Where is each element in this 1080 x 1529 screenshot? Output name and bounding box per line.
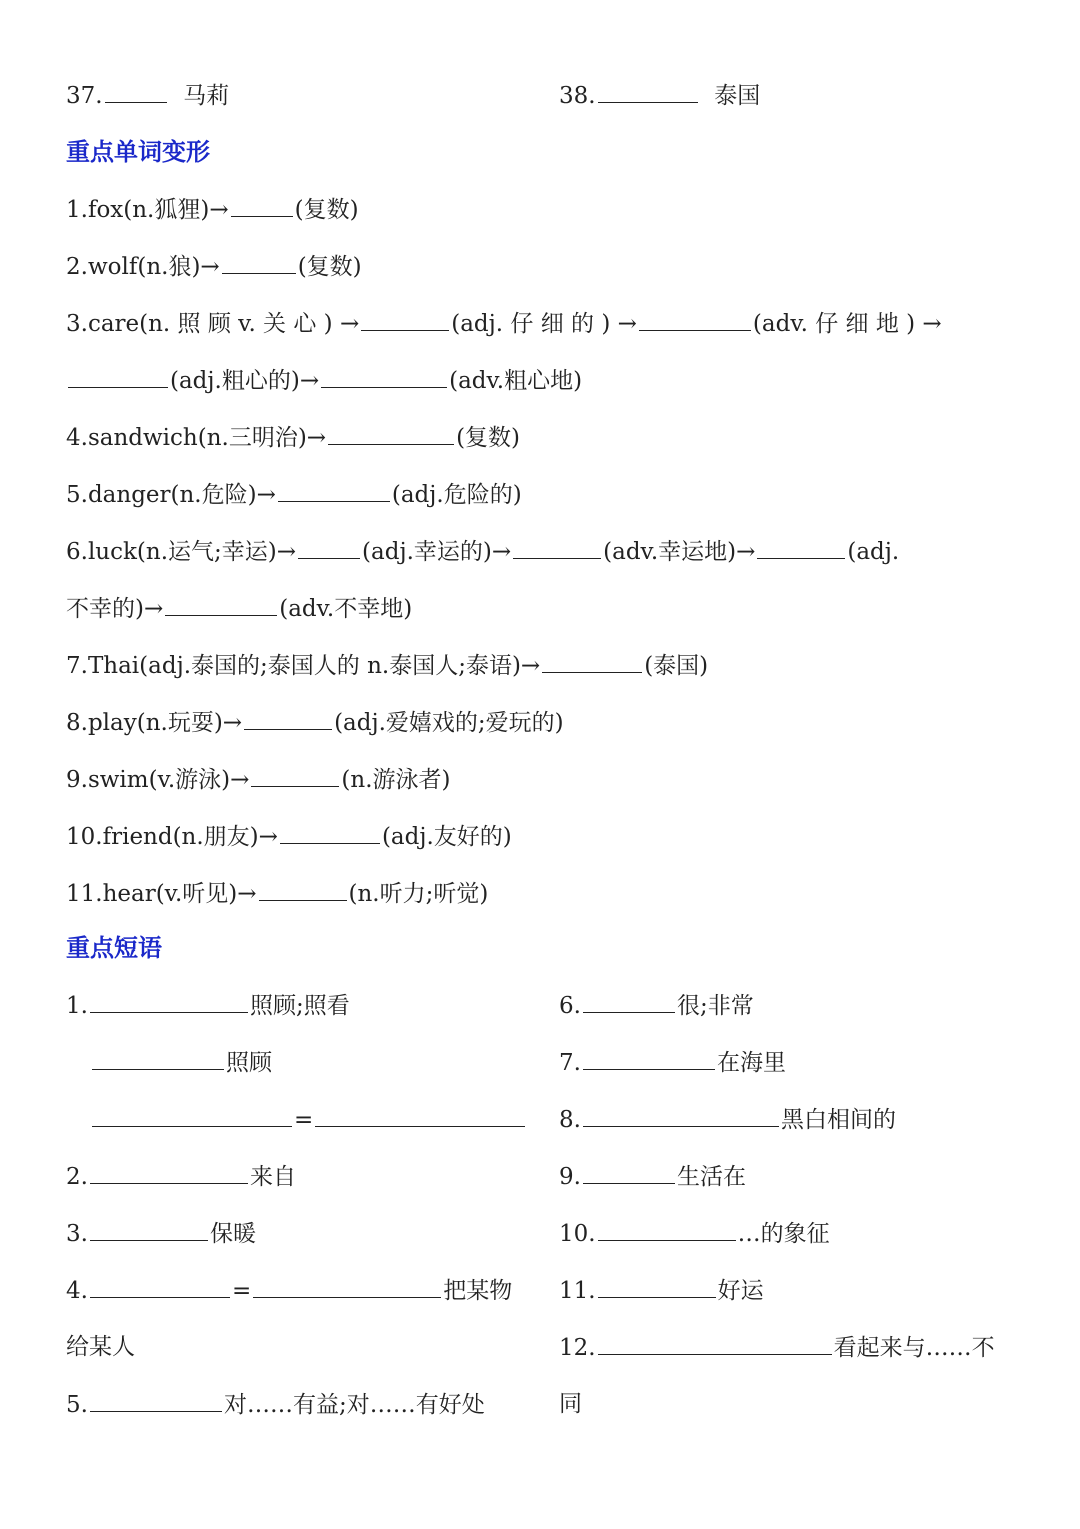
phrase-2: 2. 来自 bbox=[66, 1159, 296, 1194]
answer-blank[interactable] bbox=[328, 420, 454, 445]
answer-blank[interactable] bbox=[105, 78, 167, 103]
word-item-7: 7.Thai(adj.泰国的;泰国人的 n.泰国人;泰语)→ (泰国) bbox=[66, 648, 708, 683]
answer-blank[interactable] bbox=[583, 1159, 675, 1184]
answer-blank[interactable] bbox=[513, 534, 601, 559]
word-item-3: 3.care(n. 照 顾 v. 关 心 ) → (adj. 仔 细 的 ) → (adv. 仔 细 地 ) → bbox=[66, 306, 942, 341]
answer-blank[interactable] bbox=[68, 363, 168, 388]
answer-blank[interactable] bbox=[259, 876, 347, 901]
answer-blank[interactable] bbox=[583, 988, 675, 1013]
word-item-5: 5.danger(n.危险)→ (adj.危险的) bbox=[66, 477, 522, 512]
phrase-1c: = bbox=[90, 1102, 527, 1137]
word-item-6-cont: 不幸的)→ (adv.不幸地) bbox=[66, 591, 412, 626]
word-item-8: 8.play(n.玩耍)→ (adj.爱嬉戏的;爱玩的) bbox=[66, 705, 564, 740]
word-item-11: 11.hear(v.听见)→ (n.听力;听觉) bbox=[66, 876, 488, 911]
phrase-5: 5. 对……有益;对……有好处 bbox=[66, 1387, 485, 1422]
answer-blank[interactable] bbox=[222, 249, 296, 274]
phrase-6: 6. 很;非常 bbox=[559, 988, 754, 1023]
answer-blank[interactable] bbox=[598, 1216, 736, 1241]
answer-blank[interactable] bbox=[92, 1045, 224, 1070]
phrase-8: 8. 黑白相间的 bbox=[559, 1102, 896, 1137]
section-title-phrases: 重点短语 bbox=[66, 934, 162, 962]
answer-blank[interactable] bbox=[757, 534, 845, 559]
answer-blank[interactable] bbox=[90, 988, 248, 1013]
phrase-3: 3. 保暖 bbox=[66, 1216, 256, 1251]
answer-blank[interactable] bbox=[298, 534, 360, 559]
answer-blank[interactable] bbox=[598, 1330, 832, 1355]
answer-blank[interactable] bbox=[321, 363, 447, 388]
phrase-4-cont: 给某人 bbox=[66, 1334, 135, 1360]
answer-blank[interactable] bbox=[278, 477, 390, 502]
phrase-4: 4. = 把某物 bbox=[66, 1273, 512, 1308]
word-item-3-cont: (adj.粗心的)→ (adv.粗心地) bbox=[66, 363, 582, 398]
answer-blank[interactable] bbox=[598, 78, 698, 103]
answer-blank[interactable] bbox=[165, 591, 277, 616]
answer-blank[interactable] bbox=[90, 1216, 208, 1241]
phrase-9: 9. 生活在 bbox=[559, 1159, 746, 1194]
answer-blank[interactable] bbox=[231, 192, 293, 217]
answer-blank[interactable] bbox=[90, 1387, 222, 1412]
answer-blank[interactable] bbox=[253, 1273, 441, 1298]
word-item-6: 6.luck(n.运气;幸运)→ (adj.幸运的)→ (adv.幸运地)→ (adj. bbox=[66, 534, 899, 569]
item-37: 37. 马莉 bbox=[66, 78, 229, 113]
phrase-1b: 照顾 bbox=[90, 1045, 272, 1080]
answer-blank[interactable] bbox=[361, 306, 449, 331]
section-title-word-forms: 重点单词变形 bbox=[66, 138, 210, 166]
answer-blank[interactable] bbox=[315, 1102, 525, 1127]
phrase-7: 7. 在海里 bbox=[559, 1045, 786, 1080]
answer-blank[interactable] bbox=[251, 762, 339, 787]
answer-blank[interactable] bbox=[583, 1045, 715, 1070]
answer-blank[interactable] bbox=[92, 1102, 292, 1127]
phrase-10: 10. …的象征 bbox=[559, 1216, 830, 1251]
item-38: 38. 泰国 bbox=[559, 78, 760, 113]
answer-blank[interactable] bbox=[244, 705, 332, 730]
answer-blank[interactable] bbox=[598, 1273, 716, 1298]
answer-blank[interactable] bbox=[90, 1159, 248, 1184]
answer-blank[interactable] bbox=[280, 819, 380, 844]
word-item-9: 9.swim(v.游泳)→ (n.游泳者) bbox=[66, 762, 450, 797]
word-item-4: 4.sandwich(n.三明治)→ (复数) bbox=[66, 420, 520, 455]
answer-blank[interactable] bbox=[90, 1273, 230, 1298]
phrase-12: 12. 看起来与……不 bbox=[559, 1330, 995, 1365]
phrase-12-cont: 同 bbox=[559, 1391, 582, 1417]
word-item-2: 2.wolf(n.狼)→ (复数) bbox=[66, 249, 362, 284]
answer-blank[interactable] bbox=[639, 306, 751, 331]
word-item-1: 1.fox(n.狐狸)→ (复数) bbox=[66, 192, 359, 227]
phrase-1: 1. 照顾;照看 bbox=[66, 988, 350, 1023]
word-item-10: 10.friend(n.朋友)→ (adj.友好的) bbox=[66, 819, 512, 854]
answer-blank[interactable] bbox=[542, 648, 642, 673]
phrase-11: 11. 好运 bbox=[559, 1273, 764, 1308]
answer-blank[interactable] bbox=[583, 1102, 779, 1127]
